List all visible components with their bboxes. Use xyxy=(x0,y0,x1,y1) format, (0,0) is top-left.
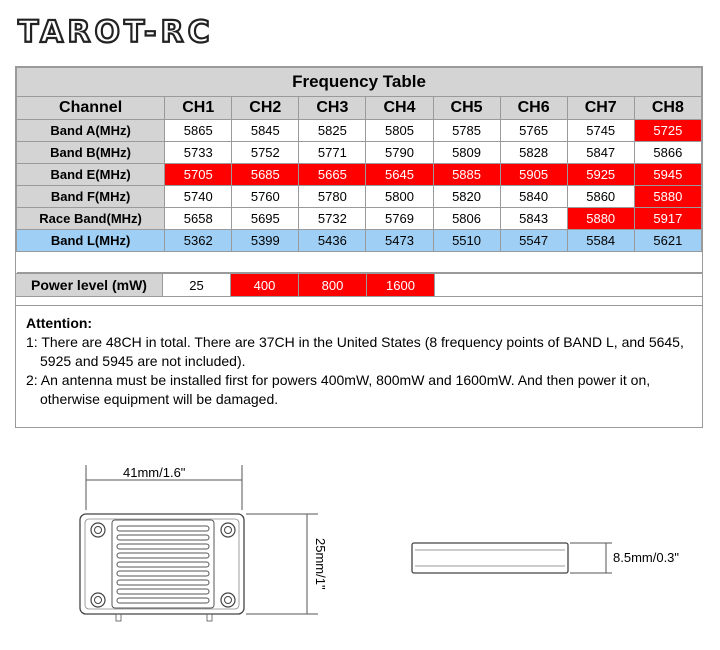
band-label: Band B(MHz) xyxy=(17,142,165,164)
frequency-cell: 5658 xyxy=(165,208,232,230)
table-spacer xyxy=(17,252,702,273)
attention-note-2: 2: An antenna must be installed first for powers 400mW, 800mW and 1600mW. And then power it on, otherwise equipment will be damaged. xyxy=(26,372,651,407)
frequency-cell: 5840 xyxy=(500,186,567,208)
frequency-cell: 5780 xyxy=(299,186,366,208)
band-label: Band L(MHz) xyxy=(17,230,165,252)
frequency-table-panel xyxy=(15,66,703,428)
frequency-cell: 5917 xyxy=(634,208,701,230)
band-label: Race Band(MHz) xyxy=(17,208,165,230)
frequency-cell: 5885 xyxy=(433,164,500,186)
module-side-view xyxy=(412,543,679,573)
table-row xyxy=(17,120,702,142)
frequency-cell: 5790 xyxy=(366,142,433,164)
frequency-cell: 5785 xyxy=(433,120,500,142)
attention-note-1: 1: There are 48CH in total. There are 37CH in the United States (8 frequency points of BAND L, and 5645, 5925 and 5945 are not included). xyxy=(26,334,684,369)
frequency-cell: 5760 xyxy=(232,186,299,208)
frequency-cell: 5771 xyxy=(299,142,366,164)
channel-header-1: CH1 xyxy=(165,97,232,120)
table-row xyxy=(17,208,702,230)
frequency-cell: 5769 xyxy=(366,208,433,230)
frequency-cell: 5880 xyxy=(634,186,701,208)
channel-header-5: CH5 xyxy=(433,97,500,120)
height-label: 25mm/1" xyxy=(313,538,328,590)
table-title: Frequency Table xyxy=(17,68,702,97)
frequency-cell: 5547 xyxy=(500,230,567,252)
table-row xyxy=(17,230,702,252)
frequency-cell: 5473 xyxy=(366,230,433,252)
frequency-cell: 5845 xyxy=(232,120,299,142)
logo-text: TAROT-RC xyxy=(18,15,214,48)
module-front-view xyxy=(80,514,244,621)
depth-label: 8.5mm/0.3" xyxy=(613,550,680,565)
width-dimension xyxy=(86,465,242,510)
power-level-row xyxy=(16,273,702,297)
frequency-cell: 5665 xyxy=(299,164,366,186)
channel-header-8: CH8 xyxy=(634,97,701,120)
table-row xyxy=(17,164,702,186)
band-label: Band F(MHz) xyxy=(17,186,165,208)
frequency-cell: 5621 xyxy=(634,230,701,252)
frequency-cell: 5510 xyxy=(433,230,500,252)
channel-header-4: CH4 xyxy=(366,97,433,120)
table-row xyxy=(17,142,702,164)
frequency-cell: 5732 xyxy=(299,208,366,230)
dimension-drawings xyxy=(0,440,720,650)
attention-title: Attention: xyxy=(26,315,93,331)
channel-header-3: CH3 xyxy=(299,97,366,120)
power-level-cell: 1600 xyxy=(367,274,435,296)
frequency-cell: 5880 xyxy=(567,208,634,230)
frequency-table xyxy=(16,67,702,273)
frequency-cell: 5860 xyxy=(567,186,634,208)
frequency-cell: 5865 xyxy=(165,120,232,142)
channel-header-2: CH2 xyxy=(232,97,299,120)
height-dimension xyxy=(246,514,328,614)
frequency-cell: 5362 xyxy=(165,230,232,252)
band-label: Band A(MHz) xyxy=(17,120,165,142)
frequency-cell: 5745 xyxy=(567,120,634,142)
frequency-cell: 5765 xyxy=(500,120,567,142)
frequency-cell: 5399 xyxy=(232,230,299,252)
frequency-cell: 5685 xyxy=(232,164,299,186)
frequency-cell: 5925 xyxy=(567,164,634,186)
attention-section xyxy=(16,305,702,427)
frequency-cell: 5752 xyxy=(232,142,299,164)
frequency-cell: 5740 xyxy=(165,186,232,208)
power-level-cell: 400 xyxy=(231,274,299,296)
frequency-cell: 5820 xyxy=(433,186,500,208)
frequency-cell: 5905 xyxy=(500,164,567,186)
frequency-cell: 5847 xyxy=(567,142,634,164)
frequency-cell: 5800 xyxy=(366,186,433,208)
frequency-cell: 5436 xyxy=(299,230,366,252)
power-level-cell: 25 xyxy=(163,274,231,296)
frequency-cell: 5695 xyxy=(232,208,299,230)
table-row xyxy=(17,186,702,208)
frequency-cell: 5805 xyxy=(366,120,433,142)
power-level-label: Power level (mW) xyxy=(16,274,163,296)
frequency-cell: 5945 xyxy=(634,164,701,186)
frequency-cell: 5843 xyxy=(500,208,567,230)
band-label: Band E(MHz) xyxy=(17,164,165,186)
channel-header: Channel xyxy=(17,97,165,120)
frequency-cell: 5725 xyxy=(634,120,701,142)
frequency-cell: 5584 xyxy=(567,230,634,252)
frequency-cell: 5866 xyxy=(634,142,701,164)
tarot-rc-logo xyxy=(16,14,276,48)
channel-header-6: CH6 xyxy=(500,97,567,120)
power-level-cell: 800 xyxy=(299,274,367,296)
frequency-cell: 5828 xyxy=(500,142,567,164)
width-label: 41mm/1.6" xyxy=(123,465,186,480)
frequency-cell: 5733 xyxy=(165,142,232,164)
frequency-cell: 5809 xyxy=(433,142,500,164)
frequency-cell: 5806 xyxy=(433,208,500,230)
frequency-cell: 5645 xyxy=(366,164,433,186)
frequency-cell: 5705 xyxy=(165,164,232,186)
frequency-cell: 5825 xyxy=(299,120,366,142)
channel-header-7: CH7 xyxy=(567,97,634,120)
